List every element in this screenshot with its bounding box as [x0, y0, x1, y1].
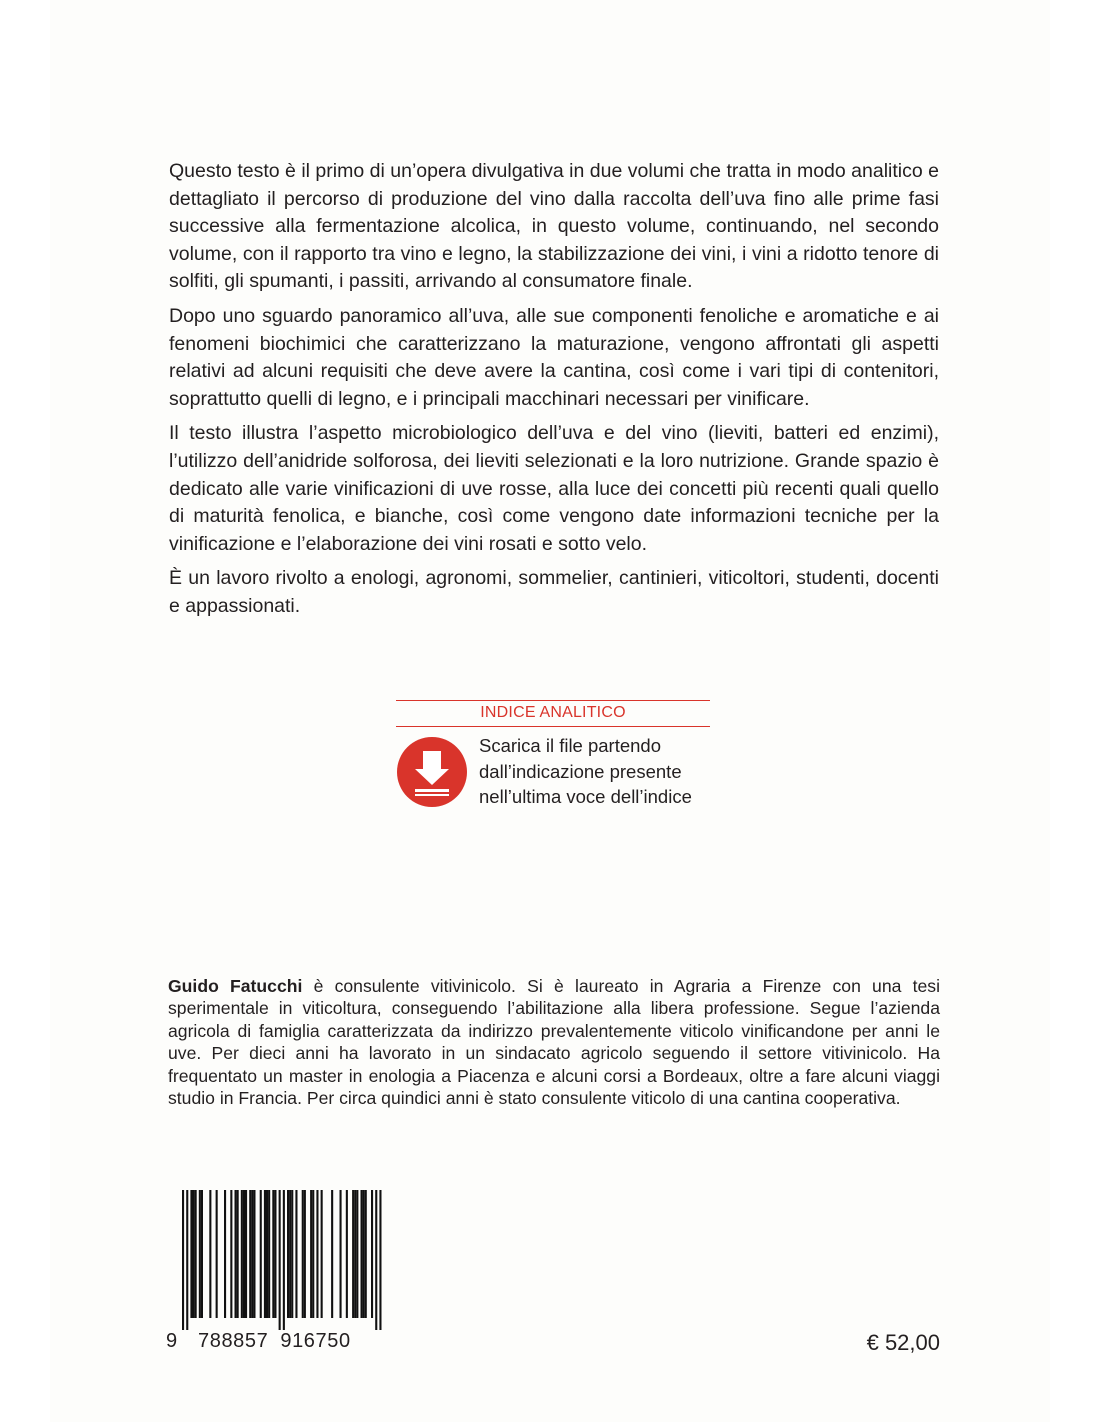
index-line: dall’indicazione presente [479, 760, 682, 782]
index-download-box [396, 700, 710, 810]
barcode-bar [253, 1190, 255, 1318]
barcode-bar [193, 1190, 195, 1318]
blurb-paragraph: Dopo uno sguardo panoramico all’uva, alle sue componenti fenoliche e aromatiche e ai fenomeni biochimici che caratterizzano la maturazione, vengono affrontati gli aspetti relativi ad alcuni requisiti che deve avere la cantina, così come i vari tipi di contenitori, soprattutto quelli di legno, e i principali macchinari necessari per vinificare. [169, 304, 939, 410]
barcode-bar [235, 1190, 237, 1318]
barcode-bar [268, 1190, 270, 1318]
index-instructions [479, 733, 719, 810]
barcode-bar [195, 1190, 197, 1318]
barcode-bar [283, 1190, 285, 1330]
barcode-bar [312, 1190, 314, 1318]
top-rule [396, 700, 710, 701]
barcode-bar [361, 1190, 363, 1318]
barcode-bar [331, 1190, 333, 1318]
index-line: nell’ultima voce dell’indice [479, 786, 692, 807]
barcode-bar [346, 1190, 348, 1318]
barcode-bar [340, 1190, 342, 1318]
barcode-bar [241, 1190, 243, 1318]
barcode-bar [249, 1190, 251, 1318]
barcode-bar [354, 1190, 356, 1318]
barcode-bar [209, 1190, 211, 1318]
barcode-bar [287, 1190, 289, 1318]
barcode-bar [251, 1190, 253, 1318]
barcode-bar [291, 1190, 293, 1318]
barcode-bar [186, 1190, 188, 1330]
blurb [169, 158, 939, 628]
barcode-bar [260, 1190, 262, 1318]
download-icon[interactable] [396, 736, 468, 808]
barcode-bar [224, 1190, 226, 1318]
author-bio-text: è consulente vitivinicolo. Si è laureato in Agraria a Firenze con una tesi sperimentale in viticoltura, conseguendo l’abilitazione alla libera professione. Segue l’azienda agricola di famiglia caratterizzata da indirizzo prevalentemente viticolo vinificandone per anni le uve. Per dieci anni ha lavorato in un sindacato agricolo seguendo il settore vitivinicolo. Ha frequentato un master in enologia a Piacenza e alcuni corsi a Bordeaux, oltre a fare alcuni viaggi studio in Francia. Per circa quindici anni è stato consulente viticolo di una cantina cooperativa. [168, 976, 941, 1109]
barcode-bar [272, 1190, 274, 1318]
barcode-bar [237, 1190, 239, 1318]
index-line: Scarica il file partendo [479, 735, 662, 756]
barcode-bar [352, 1190, 354, 1318]
barcode-bar [230, 1190, 232, 1318]
blurb-paragraph: Il testo illustra l’aspetto microbiologico dell’uva e del vino (lieviti, batteri ed enzimi), l’utilizzo dell’anidride solforosa, dei lieviti selezionati e la loro nutrizione. Grande spazio è dedicato alle varie vinificazioni di uve rosse, alla luce dei concetti più recenti quali quello di maturità fenolica, e bianche, così come vengono date informazioni tecniche per la vinificazione e l’elaborazione dei vini rosati e sotto velo. [169, 422, 939, 555]
isbn-digits [166, 1330, 396, 1353]
author-name: Guido Fatucchi [168, 976, 303, 996]
barcode-bar [182, 1190, 184, 1330]
isbn-left-digits: 788857 [198, 1330, 269, 1352]
barcode-bar [302, 1190, 304, 1318]
blurb-paragraph: Questo testo è il primo di un’opera divulgativa in due volumi che tratta in modo analitico e dettagliato il percorso di produzione del vino dalla raccolta dell’uva fino alle prime fasi successive alla fermentazione alcolica, in questo volume, continuando, nel secondo volume, con il rapporto tra vino e legno, la stabilizzazione dei vini, i vini a ridotto tenore di solfiti, gli spumanti, i passiti, arrivando al consumatore finale. [169, 160, 939, 293]
barcode-bar [201, 1190, 203, 1318]
barcode-bar [365, 1190, 367, 1318]
barcode-bar [245, 1190, 247, 1318]
barcode-bar [375, 1190, 377, 1330]
barcode-bar [264, 1190, 266, 1318]
barcode-bar [316, 1190, 318, 1318]
barcode-bar [310, 1190, 312, 1318]
index-title: INDICE ANALITICO [480, 704, 626, 721]
price: € 52,00 [866, 1330, 940, 1355]
barcode-bar [321, 1190, 323, 1318]
author-bio [168, 975, 940, 1109]
barcode-bar [243, 1190, 245, 1318]
barcode-bar [356, 1190, 358, 1318]
barcode-bar [190, 1190, 192, 1318]
isbn-right-digits: 916750 [280, 1330, 351, 1352]
barcode-bar [266, 1190, 268, 1318]
barcode-bar [289, 1190, 291, 1318]
barcode-bar [274, 1190, 276, 1318]
barcode-bar [295, 1190, 297, 1318]
barcode-bar [216, 1190, 218, 1318]
title-rule [396, 726, 710, 727]
barcode-bar [363, 1190, 365, 1318]
barcode-bar [371, 1190, 373, 1318]
isbn-lead-digit: 9 [166, 1330, 178, 1352]
barcode-bar [199, 1190, 201, 1318]
barcode-bar [279, 1190, 281, 1330]
barcode-bar [304, 1190, 306, 1318]
blurb-paragraph: È un lavoro rivolto a enologi, agronomi, sommelier, cantinieri, viticoltori, studenti, docenti e appassionati. [169, 567, 939, 617]
barcode-bar [379, 1190, 381, 1330]
